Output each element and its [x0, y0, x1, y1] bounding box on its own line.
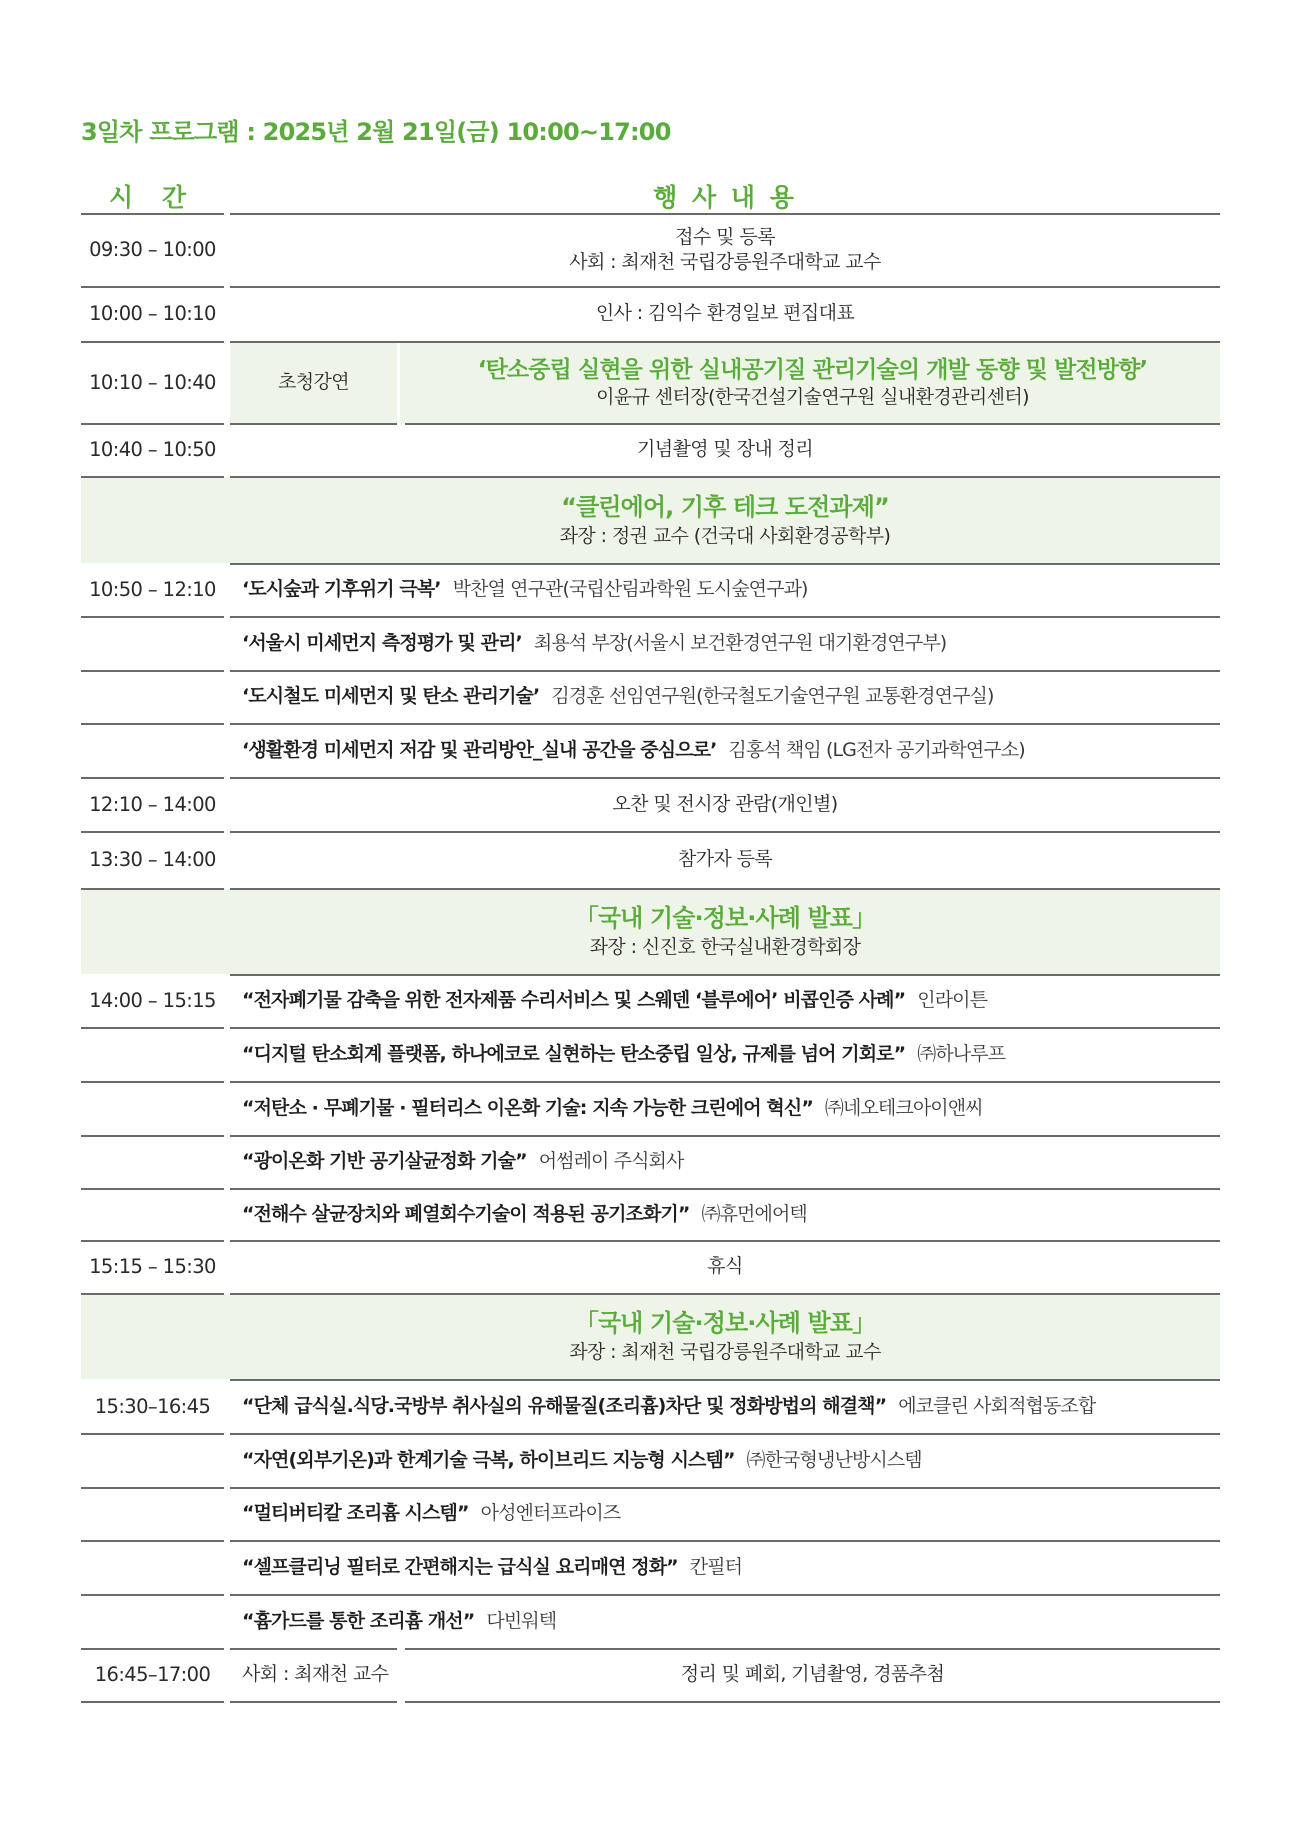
talk-speaker: ㈜한국형냉난방시스템 — [746, 1448, 922, 1471]
rule — [81, 1433, 224, 1435]
talk-speaker: ㈜네오테크아이앤씨 — [824, 1096, 983, 1119]
row-time: 14:00 – 15:15 — [89, 989, 216, 1013]
row-text: 오찬 및 전시장 관람(개인별) — [612, 792, 838, 815]
rule — [230, 1701, 397, 1703]
talk-item — [242, 975, 1220, 1027]
talk-item — [242, 1595, 1220, 1648]
talk-title: ‘서울시 미세먼지 측정평가 및 관리’ — [242, 631, 522, 654]
talk-title: ‘도시숲과 기후위기 극복’ — [242, 578, 441, 601]
talk-speaker: ㈜하나루프 — [917, 1042, 1006, 1065]
talk-item — [242, 1082, 1220, 1135]
talk-speaker: 다빈워텍 — [486, 1609, 557, 1632]
talk-item — [242, 671, 1220, 723]
lecture-speaker: 이윤규 센터장(한국건설기술연구원 실내환경관리센터) — [596, 386, 1029, 409]
row-time: 10:40 – 10:50 — [89, 438, 216, 462]
session-title: 「국내 기술·정보·사례 발표」 — [574, 1309, 876, 1338]
talk-title: ‘생활환경 미세먼지 저감 및 관리방안_실내 공간을 중심으로’ — [242, 738, 717, 761]
row-time: 10:00 – 10:10 — [89, 302, 216, 326]
row-time: 12:10 – 14:00 — [89, 792, 216, 816]
talk-title: “멀티버티칼 조리흄 시스템” — [242, 1502, 469, 1525]
talk-title: “단체 급식실.식당.국방부 취사실의 유해물질(조리흄)차단 및 정화방법의 해결책” — [242, 1394, 887, 1417]
row-time: 16:45–17:00 — [94, 1663, 211, 1687]
rule — [81, 1188, 224, 1190]
row-content — [230, 214, 1220, 286]
talk-item — [242, 1434, 1220, 1487]
lecture-title: ‘탄소중립 실현을 위한 실내공기질 관리기술의 개발 동향 및 발전방향’ — [477, 356, 1148, 383]
rule — [81, 1540, 224, 1542]
talk-title: “전해수 살균장치와 폐열회수기술이 적용된 공기조화기” — [242, 1202, 690, 1225]
session-chair: 좌장 : 신진호 한국실내환경학회장 — [589, 935, 861, 958]
talk-title: “광이온화 기반 공기살균정화 기술” — [242, 1150, 527, 1173]
header-event: 행 사 내 용 — [653, 183, 797, 212]
row-text: 휴식 — [707, 1255, 743, 1278]
rule — [81, 723, 224, 725]
talk-item — [242, 1380, 1220, 1433]
lecture-content — [405, 342, 1220, 423]
talk-item — [242, 1189, 1220, 1240]
lecture-label: 초청강연 — [277, 370, 350, 393]
rule — [81, 1027, 224, 1029]
talk-item — [242, 1028, 1220, 1081]
session-title: “클린에어, 기후 테크 도전과제” — [561, 493, 889, 522]
rule — [81, 1487, 224, 1489]
row-text: 접수 및 등록 — [675, 225, 775, 248]
talk-title: “셀프클리닝 필터로 간편해지는 급식실 요리매연 정화” — [242, 1555, 678, 1578]
session-header — [230, 889, 1220, 974]
page-title: 3일차 프로그램 : 2025년 2월 21일(금) 10:00~17:00 — [81, 118, 671, 146]
rule — [81, 1701, 224, 1703]
row-time: 15:15 – 15:30 — [89, 1255, 216, 1279]
talk-item — [242, 1488, 1220, 1540]
talk-speaker: 김경훈 선임연구원(한국철도기술연구원 교통환경연구실) — [551, 685, 994, 708]
row-time: 10:50 – 12:10 — [89, 578, 216, 602]
talk-item — [242, 1136, 1220, 1188]
rule — [81, 616, 224, 618]
row-time: 15:30–16:45 — [94, 1394, 211, 1418]
talk-item — [242, 724, 1220, 777]
header-time: 시 간 — [108, 183, 196, 212]
talk-item — [242, 1541, 1220, 1594]
talk-speaker: 박찬열 연구관(국립산림과학원 도시숲연구과) — [452, 578, 808, 601]
talk-title: ‘도시철도 미세먼지 및 탄소 관리기술’ — [242, 685, 540, 708]
talk-speaker: 칸필터 — [689, 1555, 743, 1578]
talk-speaker: 에코클린 사회적협동조합 — [898, 1394, 1096, 1417]
talk-title: “흄가드를 통한 조리흄 개선” — [242, 1609, 475, 1632]
row-time: 13:30 – 14:00 — [89, 848, 216, 872]
rule — [81, 1594, 224, 1596]
rule — [81, 888, 224, 890]
session-title: 「국내 기술·정보·사례 발표」 — [574, 904, 876, 933]
talk-speaker: 인라이튼 — [917, 989, 988, 1012]
talk-title: “디지털 탄소회계 플랫폼, 하나에코로 실현하는 탄소중립 일상, 규제를 넘어 기회로” — [242, 1042, 906, 1065]
talk-item — [242, 564, 1220, 616]
row-label: 사회 : 최재천 교수 — [242, 1663, 389, 1686]
row-text: 참가자 등록 — [677, 848, 773, 871]
talk-title: “저탄소 · 무폐기물 · 필터리스 이온화 기술: 지속 가능한 크린에어 혁신” — [242, 1096, 813, 1119]
session-header — [230, 478, 1220, 563]
row-time: 09:30 – 10:00 — [89, 238, 216, 262]
rule — [81, 1293, 224, 1295]
row-text: 사회 : 최재천 국립강릉원주대학교 교수 — [569, 251, 881, 273]
rule — [405, 1701, 1220, 1703]
session-chair: 좌장 : 정권 교수 (건국대 사회환경공학부) — [559, 524, 891, 547]
talk-speaker: ㈜휴먼에어텍 — [701, 1202, 807, 1225]
talk-speaker: 김홍석 책임 (LG전자 공기과학연구소) — [728, 738, 1025, 761]
rule — [81, 1081, 224, 1083]
row-text: 정리 및 폐회, 기념촬영, 경품추첨 — [680, 1663, 945, 1686]
talk-title: “전자폐기물 감축을 위한 전자제품 수리서비스 및 스웨덴 ‘블루에어’ 비콥인증 사례” — [242, 989, 906, 1012]
row-text: 인사 : 김익수 환경일보 편집대표 — [595, 302, 855, 325]
rule — [81, 476, 224, 478]
talk-item — [242, 617, 1220, 670]
session-header — [230, 1294, 1220, 1379]
rule — [81, 1135, 224, 1137]
row-time: 10:10 – 10:40 — [89, 370, 216, 394]
talk-speaker: 아성엔터프라이즈 — [480, 1502, 621, 1525]
talk-speaker: 최용석 부장(서울시 보건환경연구원 대기환경연구부) — [533, 631, 947, 654]
talk-speaker: 어썸레이 주식회사 — [538, 1150, 684, 1173]
rule — [81, 670, 224, 672]
talk-title: “자연(외부기온)과 한계기술 극복, 하이브리드 지능형 시스템” — [242, 1448, 735, 1471]
session-chair: 좌장 : 최재천 국립강릉원주대학교 교수 — [569, 1340, 881, 1363]
row-text: 기념촬영 및 장내 정리 — [636, 438, 814, 461]
